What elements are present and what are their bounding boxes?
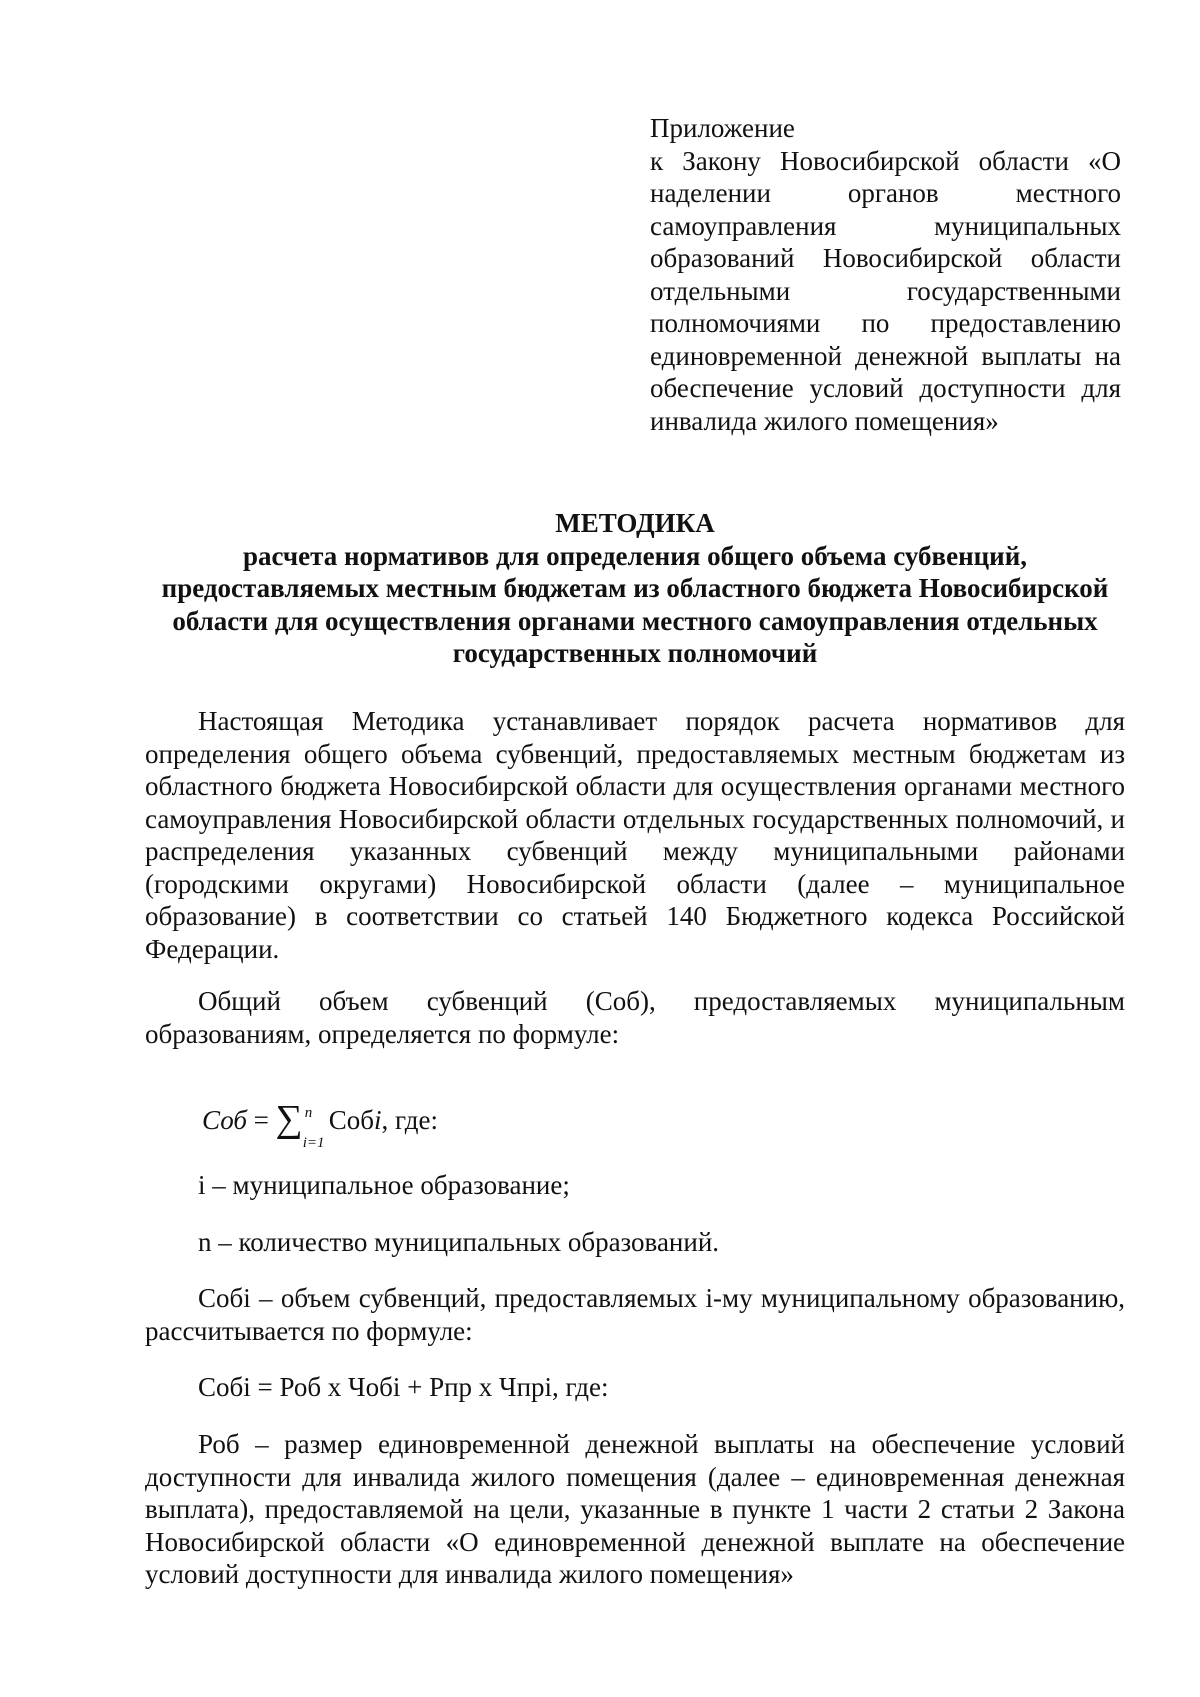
sum-lower-limit: i=1 [302,1135,325,1151]
formula-term: Соб [328,1105,374,1135]
sum-formula [202,1097,438,1151]
appendix-label: Приложение [650,113,795,143]
title-subheading: расчета нормативов для определения общего объема субвенций, предоставляемых местным бюджетам из областного бюджета Новосибирской области для осуществления органами местного самоуправления отдельных государственных полномочий [161,540,1109,668]
formula-lhs: Соб [202,1105,247,1135]
i-definition: i – муниципальное образование; [198,1170,570,1200]
sobi-paragraph: Собi – объем субвенций, предоставляемых i-му муниципальному образованию, рассчитывается по формуле: [145,1283,1125,1346]
sobi-formula: Собi = Роб х Чобi + Рпр х Чпрi, где: [198,1372,609,1402]
document-title [140,507,1130,670]
appendix-block [650,112,1121,437]
n-definition: n – количество муниципальных образований. [198,1227,720,1257]
sum-upper-limit: n [304,1105,313,1121]
title-heading: МЕТОДИКА [555,508,715,538]
formula-eq: = [246,1105,276,1135]
appendix-text: к Закону Новосибирской области «О наделении органов местного самоуправления муниципальных образований Новосибирской области отдельными государственными полномочиями по предоставлению единовременной денежной выплаты на обеспечение условий доступности для инвалида жилого помещения» [650,145,1121,436]
formula-tail: , где: [381,1105,438,1135]
sigma-symbol: ∑ [275,1098,303,1140]
formula-term-index: i [374,1105,382,1135]
intro-paragraph: Настоящая Методика устанавливает порядок расчета нормативов для определения общего объема субвенций, предоставляемых местным бюджетам из областного бюджета Новосибирской области для осуществления органами местного самоуправления Новосибирской области отдельных государственных полномочий, и распределения указанных субвенций между муниципальными районами (городскими округами) Новосибирской области (далее – муниципальное образование) в соответствии со статьей 140 Бюджетного кодекса Российской Федерации. [145,706,1125,964]
total-paragraph: Общий объем субвенций (Соб), предоставляемых муниципальным образованиям, определяется по формуле: [145,986,1125,1049]
rob-paragraph: Роб – размер единовременной денежной выплаты на обеспечение условий доступности для инвалида жилого помещения (далее – единовременная денежная выплата), предоставляемой на цели, указанные в пункте 1 части 2 статьи 2 Закона Новосибирской области «О единовременной денежной выплате на обеспечение условий доступности для инвалида жилого помещения» [145,1429,1125,1589]
sum-limits [302,1097,325,1151]
